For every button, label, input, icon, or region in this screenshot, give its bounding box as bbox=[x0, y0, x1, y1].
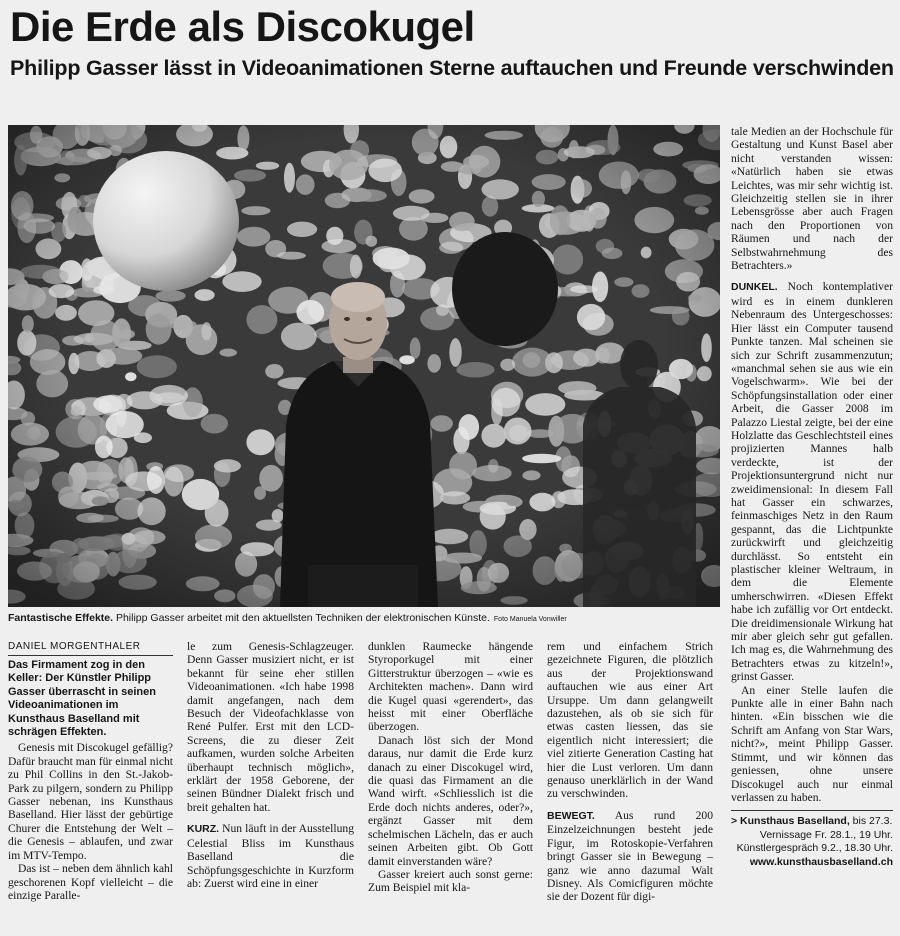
article-column-4 bbox=[547, 640, 713, 904]
section-keyword: DUNKEL. bbox=[731, 281, 778, 294]
artist-talk-date: Künstlergespräch 9.2., 18.30 Uhr. bbox=[736, 842, 893, 855]
venue-name: > Kunsthaus Baselland, bbox=[731, 815, 850, 828]
paragraph: An einer Stelle laufen die Punkte alle in einer Bahn nach hinten. «Ein bisschen wie die Schrift am Anfang von Star Wars, nicht?», meint Philipp Gasser. Stimmt, und wir können das geniessen, ohne unsere Discokugel auch nur einmal verlassen zu haben. bbox=[731, 683, 893, 804]
subheadline: Philipp Gasser lässt in Videoanimationen Sterne auftauchen und Freunde verschwinden bbox=[10, 56, 894, 80]
section-keyword: BEWEGT. bbox=[547, 809, 595, 822]
article-column-2 bbox=[187, 640, 354, 890]
headline: Die Erde als Discokugel bbox=[10, 3, 475, 50]
photo-artwork-with-artist bbox=[8, 125, 720, 607]
vernissage-date: Vernissage Fr. 28.1., 19 Uhr. bbox=[759, 828, 893, 841]
paragraph: rem und einfachem Strich gezeichnete Figuren, die plötzlich aus der Projektionswand auftauchen wie aus einer Art Ursuppe. Um dann gelangweilt dazustehen, als ob sie sich für etwas casten liessen, das sie eigentlich nicht interessiert; die viel zitierte Generation Casting hat hier die Lust verloren. Um dann genauso unerklärlich in der Wand zu verschwinden. bbox=[547, 640, 713, 801]
paragraph: Gasser kreiert auch sonst gerne: Zum Beispiel mit kla- bbox=[368, 867, 533, 895]
caption-lead: Fantastische Effekte. bbox=[8, 612, 114, 624]
article-column-5 bbox=[731, 125, 893, 869]
paragraph bbox=[547, 809, 713, 904]
article-lead: Das Firmament zog in den Keller: Der Künstler Philipp Gasser überrascht in seinen Videoanimationen im Kunsthaus Baselland mit schrägen Effekten. bbox=[8, 659, 156, 739]
paragraph: tale Medien an der Hochschule für Gestaltung und Kunst Basel aber nicht verstanden wissen: «Natürlich haben sie etwas Leichtes, was mir sehr wichtig ist. Gleichzeitig stellen sie in ihrer Lebensgrösse aber auch Fragen nach den Proportionen von Räumen und nach der Selbstwahrnehmung des Betrachters.» bbox=[731, 125, 893, 273]
paragraph-text: Nun läuft in der Ausstellung Celestial Bliss im Kunsthaus Baselland die Schöpfungsgeschichte in Kurzform ab: Zuerst wird eine in einer bbox=[187, 822, 354, 890]
section-keyword: KURZ. bbox=[187, 823, 220, 836]
paragraph bbox=[731, 280, 893, 683]
exhibition-info bbox=[731, 815, 893, 869]
article-column-1 bbox=[8, 640, 173, 902]
photo-credit: Foto Manuela Vonwiller bbox=[493, 616, 567, 623]
white-sphere bbox=[93, 151, 239, 291]
paragraph-text: Aus rund 200 Einzelzeichnungen besteht jede Figur, im Rotoskopie-Verfahren bringt Gasser sie in Bewegung – ganz wie anno dazumal Walt Disney. Als Comicfiguren möchte sie der Dozent für digi- bbox=[547, 808, 713, 904]
paragraph: Danach löst sich der Mond daraus, nur damit die Erde kurz danach zu einer Discokugel wird, die quasi das Firmament an die Wand wirft. «Schliesslich ist die Erde doch nichts anderes, oder?», ergänzt Gasser mit dem schelmischen Lächeln, das er auch seinen Arbeiten gibt. Ob Gott damit einverstanden wäre? bbox=[368, 733, 533, 868]
author-byline: DANIEL MORGENTHALER bbox=[8, 640, 173, 656]
photo-caption bbox=[8, 611, 723, 627]
article-column-3 bbox=[368, 640, 533, 895]
caption-text: Philipp Gasser arbeitet mit den aktuellsten Techniken der elektronischen Künste. bbox=[113, 612, 490, 624]
paragraph: Das ist – neben dem ähnlich kahl geschorenen Kopf vielleicht – die einzige Paralle- bbox=[8, 862, 173, 902]
exhibition-until: bis 27.3. bbox=[849, 815, 893, 828]
info-divider bbox=[731, 810, 893, 811]
article-photo bbox=[8, 125, 720, 607]
paragraph: Genesis mit Discokugel gefällig? Dafür braucht man für einmal nicht zu Phil Collins in den St.-Jakob-Park zu pilgern, sondern zu Philipp Gasser nebenan, ins Kunsthaus Baselland. Hier lässt der gebürtige Churer die Entstehung der Welt – die Genesis – ablaufen, und zwar im MTV-Tempo. bbox=[8, 741, 173, 862]
paragraph bbox=[187, 822, 354, 890]
dark-moon-disc bbox=[452, 232, 558, 346]
paragraph: dunklen Raumecke hängende Styroporkugel mit einer Gitterstruktur überzogen – «wie es Architekten machen». Dann wird die Kugel quasi «gerendert», das heisst mit einer Oberfläche überzogen. bbox=[368, 640, 533, 734]
venue-website[interactable]: www.kunsthausbaselland.ch bbox=[749, 855, 893, 868]
paragraph-text: Noch kontemplativer wird es in einem dunkleren Nebenraum des Untergeschosses: Hier lässt ein Computer tausend Punkte tanzen. Mal scheinen sie sich zur Schrift zusammenzutun; «manchmal sehen sie aus wie ein Vogelschwarm». Wie bei der Schöpfungsinstallation oder einer Arbeit, die Gasser 2008 im Palazzo Liestal zeigte, bei der eine Holzlatte das Geschlechtsteil eines projizierten Mannes halb verdeckte, ist der Projektionsuntergrund nicht nur zweidimensional: In diesem Fall hat Gasser ein schwarzes, feinmaschiges Netz in den Raum gespannt, das die Lichtpunkte zurückwirft und gleichzeitig durchlässt. So entsteht ein plastischer kleiner Weltraum, in dem die Elemente umherschwirren. «Diesen Effekt habe ich zufällig vor Ort entdeckt. Die dreidimensionale Wirkung hat mir aber gleich sehr gut gefallen. Ich mag es, die Wahrnehmung des Betrachters etwas zu kitzeln!», grinst Gasser. bbox=[731, 280, 893, 684]
paragraph: le zum Genesis-Schlagzeuger. Denn Gasser musiziert nicht, er ist bekannt für seine eher stillen Videoanimationen. «Ich habe 1998 damit angefangen, nach dem Besuch der Videofachklasse von René Pulfer. Erst mit den LCD-Screens, die zu dieser Zeit aufkamen, wurden solche Arbeiten überhaupt technisch möglich», erklärt der 1958 Geborene, der seinen Bündner Dialekt frisch und breit gehalten hat. bbox=[187, 640, 354, 814]
